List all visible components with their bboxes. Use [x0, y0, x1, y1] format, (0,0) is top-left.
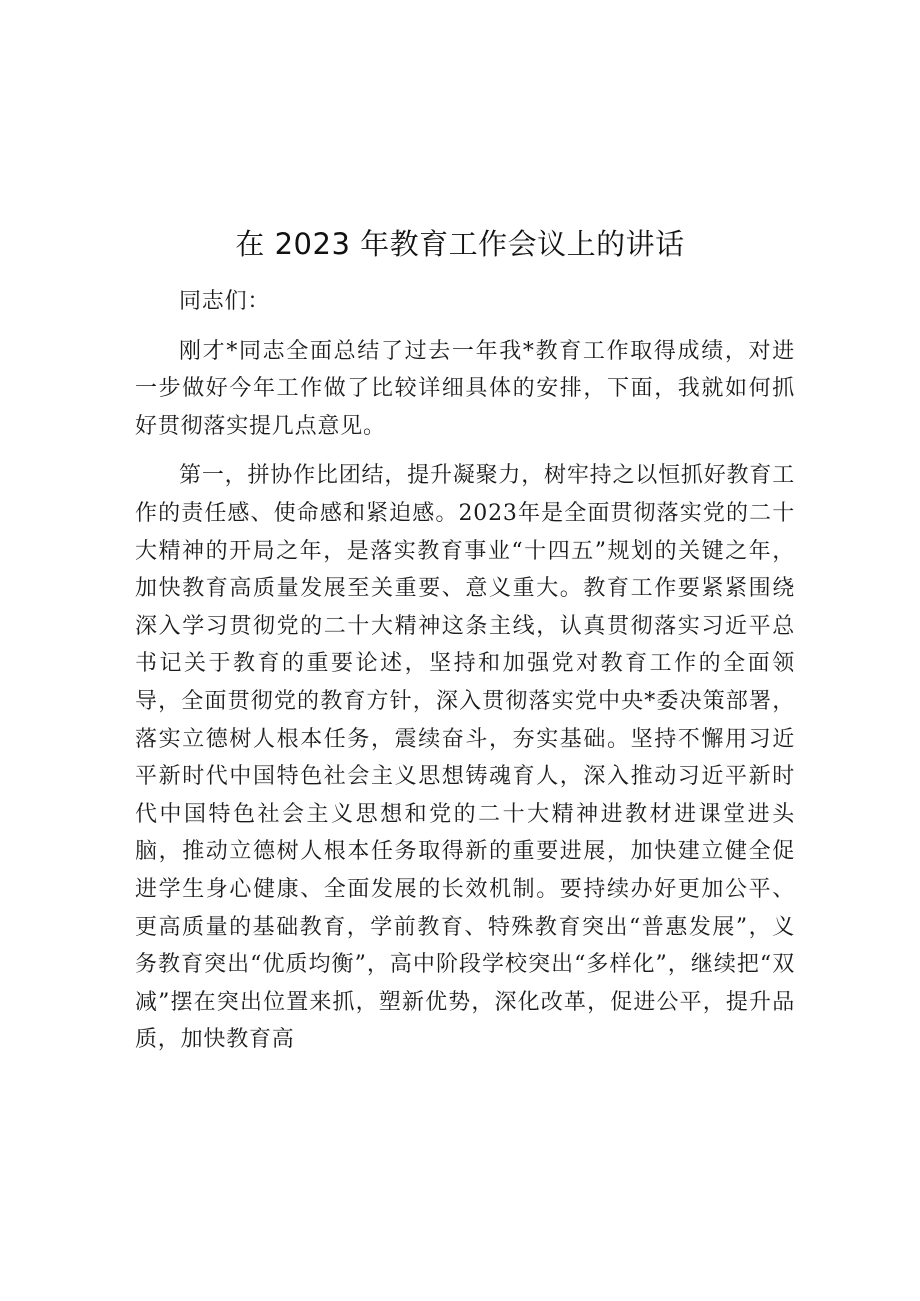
paragraph-first-point: 第一，拼协作比团结，提升凝聚力，树牢持之以恒抓好教育工作的责任感、使命感和紧迫感。2023年是全面贯彻落实党的二十大精神的开局之年，是落实教育事业“十四五”规划的关键之年，加快教育高质量发展至关重要、意义重大。教育工作要紧紧围绕深入学习贯彻党的二十大精神这条主线，认真贯彻落实习近平总书记关于教育的重要论述，坚持和加强党对教育工作的全面领导，全面贯彻党的教育方针，深入贯彻落实党中央*委决策部署，落实立德树人根本任务，震续奋斗，夯实基础。坚持不懈用习近平新时代中国特色社会主义思想铸魂育人，深入推动习近平新时代中国特色社会主义思想和党的二十大精神进教材进课堂进头脑，推动立德树人根本任务取得新的重要进展，加快建立健全促进学生身心健康、全面发展的长效机制。要持续办好更加公平、更高质量的基础教育，学前教育、特殊教育突出“普惠发展”，义务教育突出“优质均衡”，高中阶段学校突出“多样化”，继续把“双减”摆在突出位置来抓，塑新优势，深化改革，促进公平，提升品质，加快教育高: [135, 463, 795, 1053]
greeting: 同志们：: [179, 289, 271, 314]
paragraph-intro: 刚才*同志全面总结了过去一年我*教育工作取得成绩，对进一步做好今年工作做了比较详细具体的安排，下面，我就如何抓好贯彻落实提几点意见。: [135, 338, 795, 439]
document-title: 在 2023 年教育工作会议上的讲话: [235, 227, 685, 261]
document-body: [135, 283, 795, 1059]
